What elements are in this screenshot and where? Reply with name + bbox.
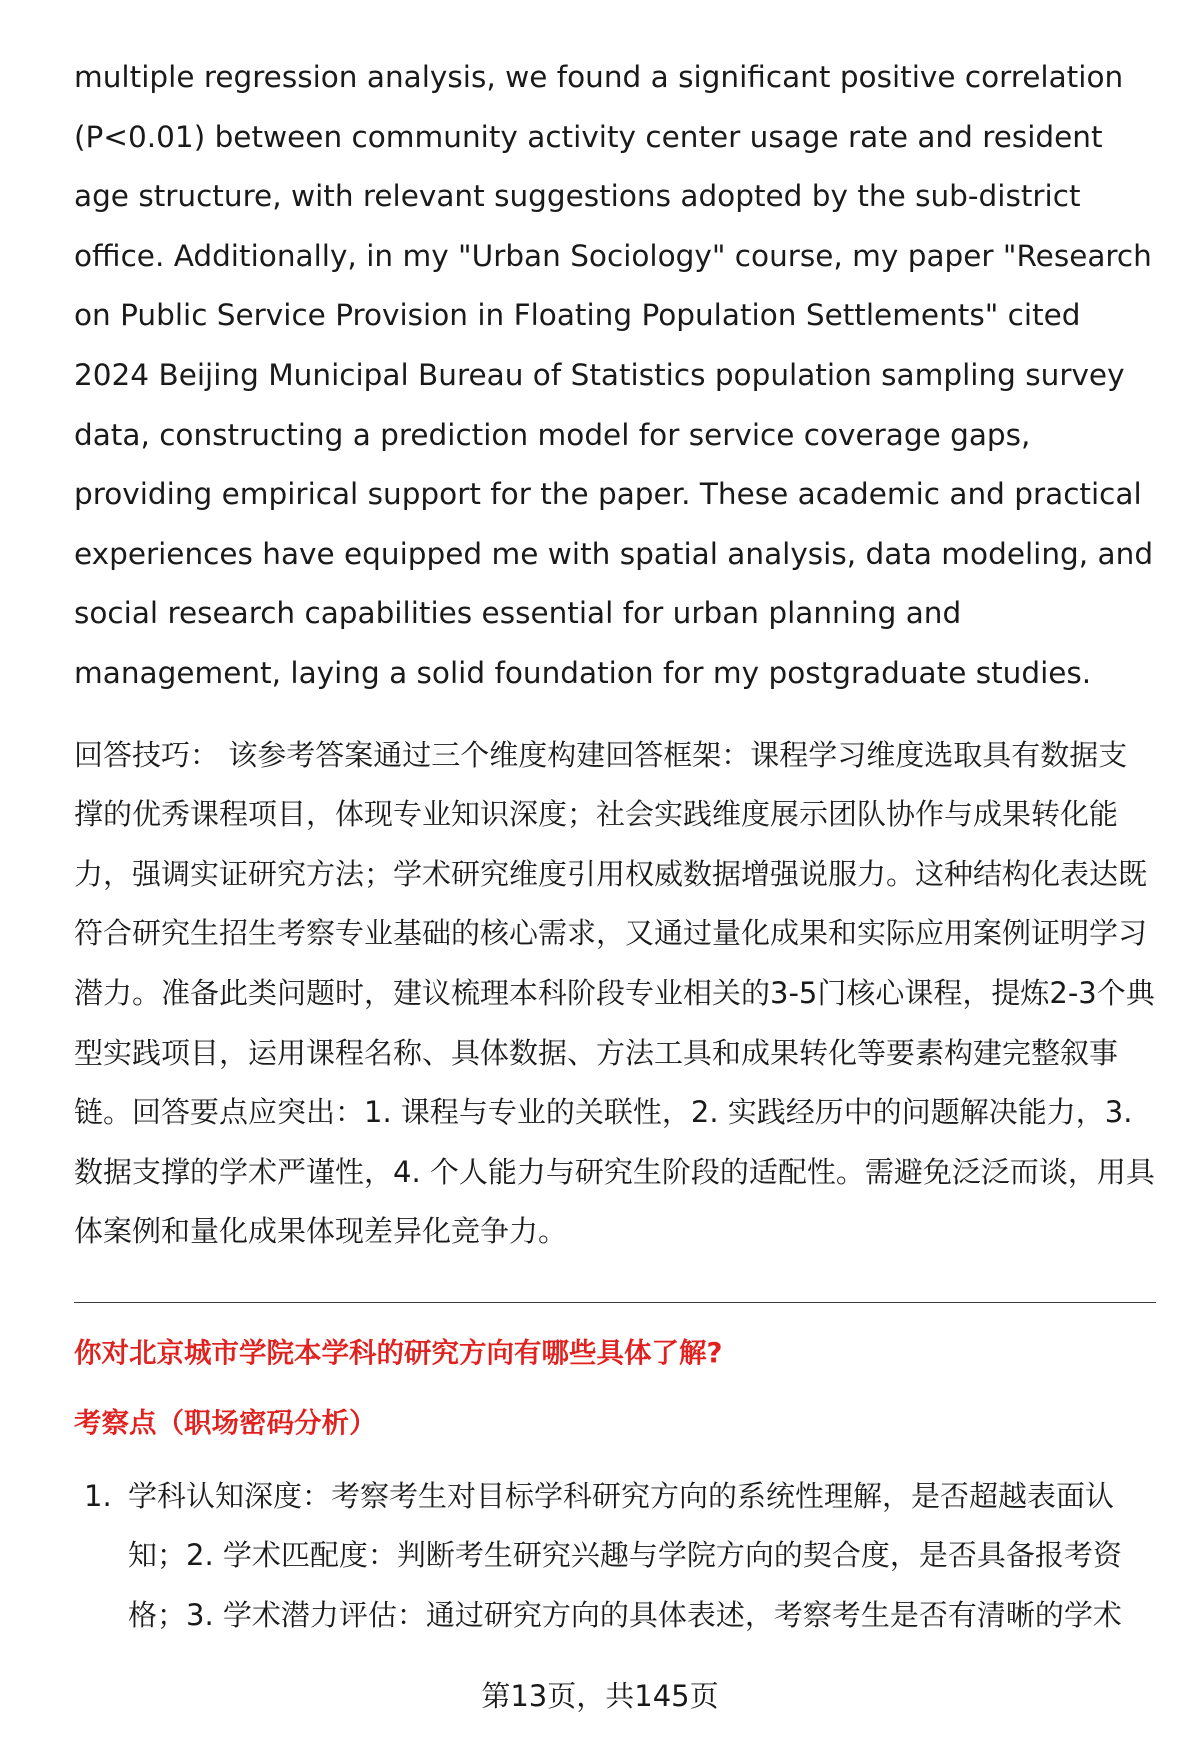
list-item-text: 学科认知深度：考察考生对目标学科研究方向的系统性理解，是否超越表面认知；2. 学术匹配度：判断考生研究兴趣与学院方向的契合度，是否具备报考资格；3. 学术潜力评估：通过研究方向的具体表述，考察考生是否有清晰的学术 — [128, 1478, 1122, 1633]
document-page — [74, 48, 1156, 1646]
body-paragraph-english: multiple regression analysis, we found a significant positive correlation (P<0.01) between community activity center usage rate and resident age structure, with relevant suggestions adopted by the sub-district office. Additionally, in my "Urban Sociology" course, my paper "Research on Public Service Provision in Floating Population Settlements" cited 2024 Beijing Municipal Bureau of Statistics population sampling survey data, constructing a prediction model for service coverage gaps, providing empirical support for the paper. These academic and practical experiences have equipped me with spatial analysis, data modeling, and social research capabilities essential for urban planning and management, laying a solid foundation for my postgraduate studies. — [74, 60, 1154, 690]
ordered-list — [74, 1467, 1156, 1646]
section-divider — [74, 1302, 1156, 1303]
assessment-point-heading: 考察点（职场密码分析） — [74, 1406, 377, 1439]
list-number: 1. — [84, 1478, 112, 1513]
question-heading: 你对北京城市学院本学科的研究方向有哪些具体了解? — [74, 1336, 723, 1369]
page-footer: 第13页，共145页 — [481, 1679, 719, 1713]
answer-tip-paragraph: 回答技巧： 该参考答案通过三个维度构建回答框架：课程学习维度选取具有数据支撑的优秀课程项目，体现专业知识深度；社会实践维度展示团队协作与成果转化能力，强调实证研究方法；学术研究维度引用权威数据增强说服力。这种结构化表达既符合研究生招生考察专业基础的核心需求，又通过量化成果和实际应用案例证明学习潜力。准备此类问题时，建议梳理本科阶段专业相关的3-5门核心课程，提炼2-3个典型实践项目，运用课程名称、具体数据、方法工具和成果转化等要素构建完整叙事链。回答要点应突出：1. 课程与专业的关联性，2. 实践经历中的问题解决能力，3. 数据支撑的学术严谨性，4. 个人能力与研究生阶段的适配性。需避免泛泛而谈，用具体案例和量化成果体现差异化竞争力。 — [74, 737, 1155, 1249]
